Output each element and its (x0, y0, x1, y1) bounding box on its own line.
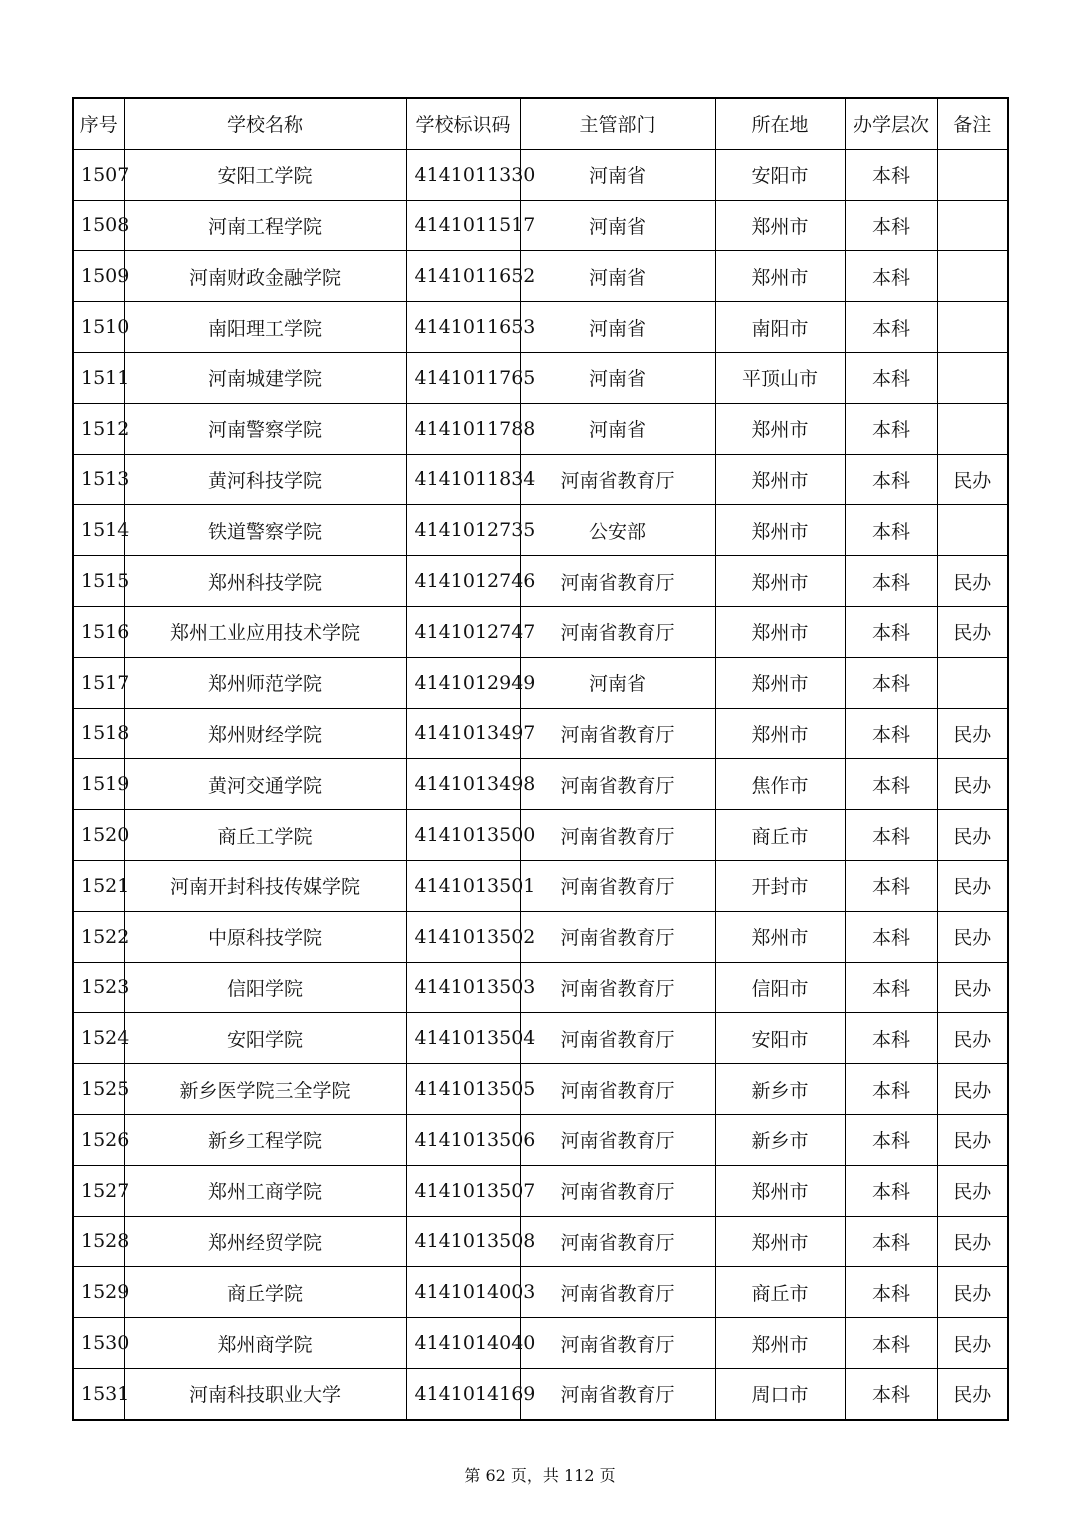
table-row (73, 251, 1008, 302)
cell-level: 本科 (845, 302, 937, 353)
cell-location: 信阳市 (715, 962, 845, 1013)
table-row (73, 962, 1008, 1013)
cell-school-code: 4141012949 (406, 657, 520, 708)
cell-level: 本科 (845, 149, 937, 200)
cell-school-name: 中原科技学院 (124, 911, 406, 962)
cell-level: 本科 (845, 1267, 937, 1318)
cell-location: 平顶山市 (715, 352, 845, 403)
table-row (73, 149, 1008, 200)
cell-school-code: 4141013501 (406, 860, 520, 911)
cell-seq: 1509 (73, 251, 124, 302)
cell-school-name: 南阳理工学院 (124, 302, 406, 353)
cell-school-code: 4141013506 (406, 1114, 520, 1165)
cell-seq: 1518 (73, 708, 124, 759)
cell-department: 河南省教育厅 (520, 1013, 715, 1064)
cell-school-name: 郑州工业应用技术学院 (124, 606, 406, 657)
cell-remark: 民办 (937, 1368, 1008, 1419)
cell-remark (937, 657, 1008, 708)
cell-location: 郑州市 (715, 200, 845, 251)
table-row (73, 759, 1008, 810)
cell-location: 新乡市 (715, 1114, 845, 1165)
cell-department: 河南省教育厅 (520, 1267, 715, 1318)
cell-school-name: 黄河科技学院 (124, 454, 406, 505)
cell-department: 河南省教育厅 (520, 708, 715, 759)
cell-level: 本科 (845, 860, 937, 911)
cell-school-name: 郑州经贸学院 (124, 1216, 406, 1267)
table-row (73, 1216, 1008, 1267)
cell-department: 河南省教育厅 (520, 810, 715, 861)
cell-level: 本科 (845, 505, 937, 556)
cell-school-code: 4141013497 (406, 708, 520, 759)
cell-remark (937, 251, 1008, 302)
cell-seq: 1531 (73, 1368, 124, 1419)
cell-seq: 1520 (73, 810, 124, 861)
cell-school-name: 郑州工商学院 (124, 1165, 406, 1216)
cell-remark: 民办 (937, 759, 1008, 810)
cell-school-code: 4141012746 (406, 556, 520, 607)
cell-seq: 1526 (73, 1114, 124, 1165)
table-row (73, 1318, 1008, 1369)
cell-school-code: 4141014003 (406, 1267, 520, 1318)
cell-department: 河南省教育厅 (520, 556, 715, 607)
cell-school-code: 4141014169 (406, 1368, 520, 1419)
cell-level: 本科 (845, 454, 937, 505)
cell-seq: 1519 (73, 759, 124, 810)
cell-school-code: 4141013500 (406, 810, 520, 861)
cell-school-code: 4141011330 (406, 149, 520, 200)
cell-department: 河南省教育厅 (520, 1165, 715, 1216)
cell-seq: 1522 (73, 911, 124, 962)
cell-seq: 1530 (73, 1318, 124, 1369)
cell-location: 南阳市 (715, 302, 845, 353)
header-school-name: 学校名称 (124, 98, 406, 149)
cell-location: 郑州市 (715, 1165, 845, 1216)
cell-department: 河南省教育厅 (520, 759, 715, 810)
cell-department: 河南省 (520, 403, 715, 454)
cell-remark: 民办 (937, 1318, 1008, 1369)
cell-remark: 民办 (937, 1114, 1008, 1165)
cell-location: 郑州市 (715, 657, 845, 708)
cell-school-name: 河南工程学院 (124, 200, 406, 251)
cell-remark: 民办 (937, 1267, 1008, 1318)
cell-location: 郑州市 (715, 556, 845, 607)
cell-remark: 民办 (937, 556, 1008, 607)
page-footer: 第 62 页，共 112 页 (464, 1466, 616, 1485)
cell-department: 公安部 (520, 505, 715, 556)
cell-level: 本科 (845, 1368, 937, 1419)
cell-location: 郑州市 (715, 911, 845, 962)
cell-school-code: 4141011517 (406, 200, 520, 251)
cell-remark: 民办 (937, 962, 1008, 1013)
header-seq: 序号 (73, 98, 124, 149)
cell-department: 河南省 (520, 302, 715, 353)
cell-school-code: 4141011788 (406, 403, 520, 454)
cell-level: 本科 (845, 911, 937, 962)
cell-department: 河南省 (520, 200, 715, 251)
table-row (73, 454, 1008, 505)
cell-level: 本科 (845, 200, 937, 251)
cell-department: 河南省教育厅 (520, 962, 715, 1013)
cell-school-name: 黄河交通学院 (124, 759, 406, 810)
cell-remark (937, 200, 1008, 251)
cell-school-code: 4141013498 (406, 759, 520, 810)
cell-seq: 1524 (73, 1013, 124, 1064)
cell-department: 河南省教育厅 (520, 1318, 715, 1369)
cell-remark: 民办 (937, 810, 1008, 861)
cell-level: 本科 (845, 251, 937, 302)
cell-location: 郑州市 (715, 454, 845, 505)
cell-seq: 1508 (73, 200, 124, 251)
header-school-code: 学校标识码 (406, 98, 520, 149)
cell-school-name: 郑州商学院 (124, 1318, 406, 1369)
cell-school-name: 河南城建学院 (124, 352, 406, 403)
cell-department: 河南省 (520, 149, 715, 200)
table-header-row (73, 98, 1008, 149)
cell-location: 郑州市 (715, 606, 845, 657)
cell-school-name: 河南警察学院 (124, 403, 406, 454)
cell-school-name: 商丘学院 (124, 1267, 406, 1318)
cell-school-name: 郑州师范学院 (124, 657, 406, 708)
cell-level: 本科 (845, 759, 937, 810)
table-row (73, 1368, 1008, 1419)
table-row (73, 556, 1008, 607)
cell-school-code: 4141011653 (406, 302, 520, 353)
cell-remark (937, 403, 1008, 454)
cell-school-code: 4141012747 (406, 606, 520, 657)
cell-seq: 1511 (73, 352, 124, 403)
cell-school-name: 新乡工程学院 (124, 1114, 406, 1165)
cell-level: 本科 (845, 403, 937, 454)
table-row (73, 1267, 1008, 1318)
cell-remark: 民办 (937, 911, 1008, 962)
cell-remark: 民办 (937, 860, 1008, 911)
table-row (73, 1114, 1008, 1165)
cell-school-code: 4141013507 (406, 1165, 520, 1216)
cell-department: 河南省教育厅 (520, 1216, 715, 1267)
cell-remark (937, 505, 1008, 556)
table-row (73, 810, 1008, 861)
cell-seq: 1507 (73, 149, 124, 200)
cell-school-name: 新乡医学院三全学院 (124, 1064, 406, 1115)
cell-seq: 1514 (73, 505, 124, 556)
cell-remark: 民办 (937, 1165, 1008, 1216)
cell-school-code: 4141013502 (406, 911, 520, 962)
cell-seq: 1510 (73, 302, 124, 353)
table-row (73, 606, 1008, 657)
cell-department: 河南省教育厅 (520, 1368, 715, 1419)
cell-level: 本科 (845, 962, 937, 1013)
cell-remark (937, 302, 1008, 353)
cell-level: 本科 (845, 1318, 937, 1369)
table-row (73, 302, 1008, 353)
cell-department: 河南省教育厅 (520, 1114, 715, 1165)
cell-department: 河南省教育厅 (520, 454, 715, 505)
header-location: 所在地 (715, 98, 845, 149)
cell-seq: 1528 (73, 1216, 124, 1267)
cell-seq: 1515 (73, 556, 124, 607)
cell-remark: 民办 (937, 1013, 1008, 1064)
header-remark: 备注 (937, 98, 1008, 149)
cell-seq: 1525 (73, 1064, 124, 1115)
cell-department: 河南省教育厅 (520, 911, 715, 962)
table-row (73, 911, 1008, 962)
cell-seq: 1521 (73, 860, 124, 911)
cell-school-name: 信阳学院 (124, 962, 406, 1013)
cell-seq: 1512 (73, 403, 124, 454)
cell-remark: 民办 (937, 1064, 1008, 1115)
cell-location: 焦作市 (715, 759, 845, 810)
cell-remark (937, 149, 1008, 200)
cell-school-code: 4141013505 (406, 1064, 520, 1115)
table-row (73, 1064, 1008, 1115)
cell-seq: 1527 (73, 1165, 124, 1216)
cell-school-name: 商丘工学院 (124, 810, 406, 861)
header-level: 办学层次 (845, 98, 937, 149)
cell-remark: 民办 (937, 708, 1008, 759)
cell-location: 郑州市 (715, 1216, 845, 1267)
cell-location: 郑州市 (715, 708, 845, 759)
table-row (73, 352, 1008, 403)
table-row (73, 403, 1008, 454)
cell-seq: 1517 (73, 657, 124, 708)
cell-level: 本科 (845, 657, 937, 708)
cell-school-code: 4141014040 (406, 1318, 520, 1369)
cell-remark: 民办 (937, 1216, 1008, 1267)
school-table (72, 97, 1009, 1421)
cell-level: 本科 (845, 1013, 937, 1064)
cell-location: 商丘市 (715, 810, 845, 861)
cell-school-code: 4141013504 (406, 1013, 520, 1064)
cell-remark: 民办 (937, 454, 1008, 505)
cell-department: 河南省教育厅 (520, 1064, 715, 1115)
table-row (73, 657, 1008, 708)
cell-remark (937, 352, 1008, 403)
cell-department: 河南省教育厅 (520, 606, 715, 657)
cell-location: 安阳市 (715, 149, 845, 200)
cell-school-name: 安阳学院 (124, 1013, 406, 1064)
cell-seq: 1513 (73, 454, 124, 505)
cell-level: 本科 (845, 1114, 937, 1165)
cell-department: 河南省 (520, 251, 715, 302)
cell-remark: 民办 (937, 606, 1008, 657)
cell-school-code: 4141012735 (406, 505, 520, 556)
cell-department: 河南省教育厅 (520, 860, 715, 911)
cell-school-name: 河南科技职业大学 (124, 1368, 406, 1419)
cell-seq: 1529 (73, 1267, 124, 1318)
cell-school-name: 安阳工学院 (124, 149, 406, 200)
cell-seq: 1516 (73, 606, 124, 657)
cell-school-code: 4141011652 (406, 251, 520, 302)
cell-school-code: 4141013508 (406, 1216, 520, 1267)
header-department: 主管部门 (520, 98, 715, 149)
cell-location: 郑州市 (715, 251, 845, 302)
table-row (73, 505, 1008, 556)
cell-level: 本科 (845, 556, 937, 607)
cell-level: 本科 (845, 352, 937, 403)
cell-level: 本科 (845, 1165, 937, 1216)
cell-level: 本科 (845, 1064, 937, 1115)
cell-location: 安阳市 (715, 1013, 845, 1064)
cell-school-code: 4141011765 (406, 352, 520, 403)
cell-school-name: 河南财政金融学院 (124, 251, 406, 302)
cell-location: 新乡市 (715, 1064, 845, 1115)
table-row (73, 708, 1008, 759)
cell-seq: 1523 (73, 962, 124, 1013)
cell-school-code: 4141011834 (406, 454, 520, 505)
cell-location: 商丘市 (715, 1267, 845, 1318)
cell-location: 开封市 (715, 860, 845, 911)
cell-level: 本科 (845, 708, 937, 759)
cell-school-code: 4141013503 (406, 962, 520, 1013)
table-row (73, 860, 1008, 911)
cell-location: 郑州市 (715, 403, 845, 454)
cell-school-name: 郑州财经学院 (124, 708, 406, 759)
cell-department: 河南省 (520, 657, 715, 708)
table-body (73, 149, 1008, 1419)
cell-school-name: 铁道警察学院 (124, 505, 406, 556)
table-row (73, 1013, 1008, 1064)
cell-location: 周口市 (715, 1368, 845, 1419)
table-row (73, 1165, 1008, 1216)
cell-school-name: 郑州科技学院 (124, 556, 406, 607)
cell-location: 郑州市 (715, 1318, 845, 1369)
cell-level: 本科 (845, 810, 937, 861)
cell-school-name: 河南开封科技传媒学院 (124, 860, 406, 911)
cell-department: 河南省 (520, 352, 715, 403)
cell-level: 本科 (845, 1216, 937, 1267)
table-row (73, 200, 1008, 251)
cell-level: 本科 (845, 606, 937, 657)
cell-location: 郑州市 (715, 505, 845, 556)
